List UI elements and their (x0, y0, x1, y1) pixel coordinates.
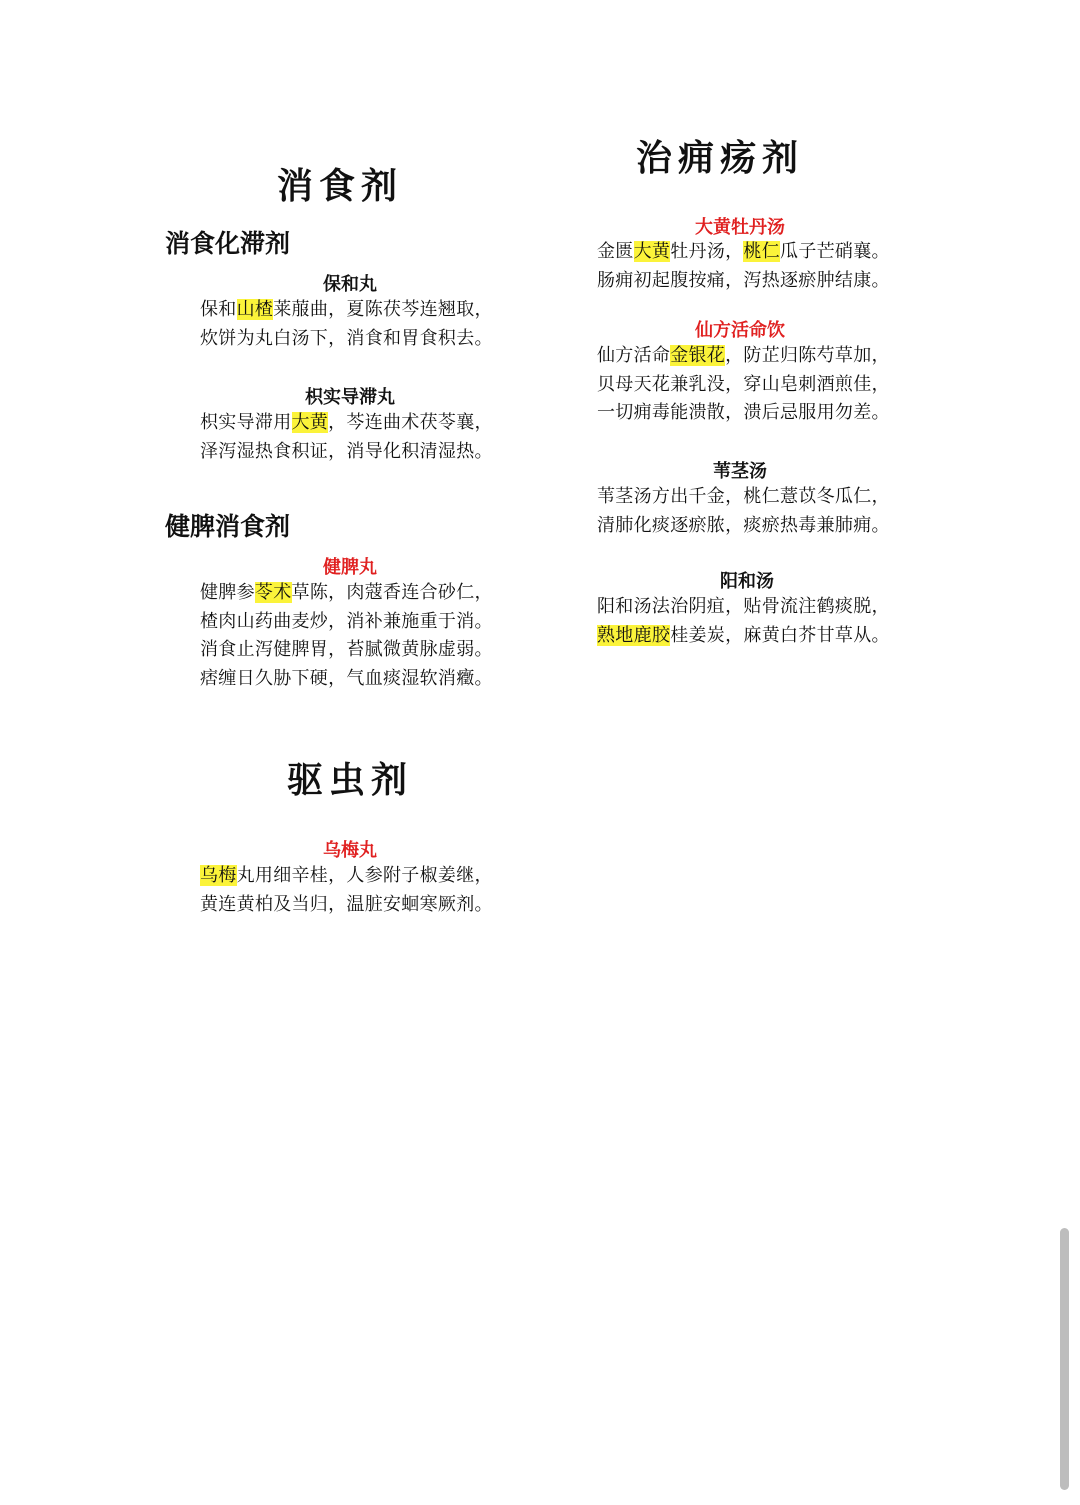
highlighted-herb: 桃仁 (743, 241, 781, 262)
section-title-jianpi-xiaoshi: 健脾消食剂 (165, 512, 291, 541)
verse-line: 黄连黄柏及当归，温脏安蛔寒厥剂。 (200, 893, 493, 915)
verse-line (597, 622, 890, 651)
verse-line: 炊饼为丸白汤下，消食和胃食积去。 (200, 327, 493, 349)
highlighted-herb: 苓术 (254, 582, 292, 603)
formula-verse-wumei (200, 862, 493, 919)
formula-verse-zhishi (200, 409, 493, 466)
chapter-title-quchong: 驱虫剂 (286, 759, 413, 801)
verse-line: 肠痈初起腹按痛，泻热逐瘀肿结康。 (597, 269, 890, 291)
verse-line: 阳和汤法治阴疽，贴骨流注鹤痰脱， (597, 596, 890, 617)
verse-line (597, 238, 890, 267)
verse-text: 仙方活命 (597, 345, 671, 366)
verse-text: 牡丹汤， (670, 241, 744, 262)
verse-text: 金匮 (597, 241, 634, 262)
formula-title-yanghe: 阳和汤 (720, 571, 774, 592)
chapter-title-xiaoshi: 消食剂 (276, 165, 403, 207)
verse-line: 痞缠日久胁下硬，气血痰湿软消癥。 (200, 667, 493, 689)
verse-line (200, 862, 493, 891)
verse-line (200, 296, 493, 325)
formula-title-zhishi: 枳实导滞丸 (305, 387, 395, 408)
formula-verse-baohe (200, 296, 493, 353)
formula-verse-jianpi (200, 579, 493, 693)
verse-text: 瓜子芒硝襄。 (780, 241, 890, 262)
verse-line: 消食止泻健脾胃，苔腻微黄脉虚弱。 (200, 639, 493, 660)
verse-text: 枳实导滞用 (200, 412, 292, 433)
verse-line: 苇茎汤方出千金，桃仁薏苡冬瓜仁， (597, 486, 890, 507)
verse-text: ，防芷归陈芍草加， (725, 345, 890, 366)
formula-title-xianfang-huoming: 仙方活命饮 (695, 320, 785, 341)
formula-title-wumei: 乌梅丸 (323, 840, 377, 861)
formula-verse-dahuang-mudan (597, 238, 890, 295)
verse-text: 丸用细辛桂，人参附子椒姜继， (236, 865, 493, 886)
formula-verse-weijing (597, 483, 890, 540)
verse-line (200, 579, 493, 608)
highlighted-herb: 大黄 (291, 412, 329, 433)
verse-line: 楂肉山药曲麦炒，消补兼施重于消。 (200, 610, 493, 632)
verse-line (597, 342, 890, 371)
verse-text: 健脾参 (200, 582, 255, 603)
highlighted-herb: 熟地鹿胶 (597, 624, 671, 646)
formula-title-jianpi: 健脾丸 (323, 557, 377, 578)
verse-text: ，芩连曲术茯苓襄， (328, 412, 493, 433)
verse-text: 莱菔曲，夏陈茯芩连翘取， (273, 299, 493, 320)
highlighted-herb: 乌梅 (200, 865, 237, 886)
highlighted-herb: 大黄 (633, 241, 671, 262)
formula-verse-xianfang-huoming (597, 342, 890, 428)
verse-text: 保和 (200, 299, 237, 320)
verse-line: 清肺化痰逐瘀脓，痰瘀热毒兼肺痈。 (597, 514, 890, 536)
vertical-scrollbar[interactable] (1060, 1228, 1069, 1490)
verse-line: 泽泻湿热食积证，消导化积清湿热。 (200, 440, 493, 462)
formula-title-dahuang-mudan: 大黄牡丹汤 (695, 217, 785, 238)
section-title-xiaoshi-huazhi: 消食化滞剂 (165, 229, 291, 258)
verse-line (200, 409, 493, 438)
formula-verse-yanghe (597, 593, 890, 650)
highlighted-herb: 金银花 (670, 345, 726, 366)
verse-line: 贝母天花兼乳没，穿山皂刺酒煎佳， (597, 373, 890, 395)
verse-text: 草陈，肉蔻香连合砂仁， (291, 582, 493, 603)
formula-title-baohe: 保和丸 (323, 274, 377, 295)
verse-text: 桂姜炭，麻黄白芥甘草从。 (670, 624, 890, 646)
highlighted-herb: 山楂 (236, 299, 274, 320)
verse-line: 一切痈毒能溃散，溃后忌服用勿差。 (597, 402, 890, 423)
chapter-title-zhiyongyang: 治痈疡剂 (635, 137, 804, 179)
formula-title-weijing: 苇茎汤 (713, 461, 767, 482)
